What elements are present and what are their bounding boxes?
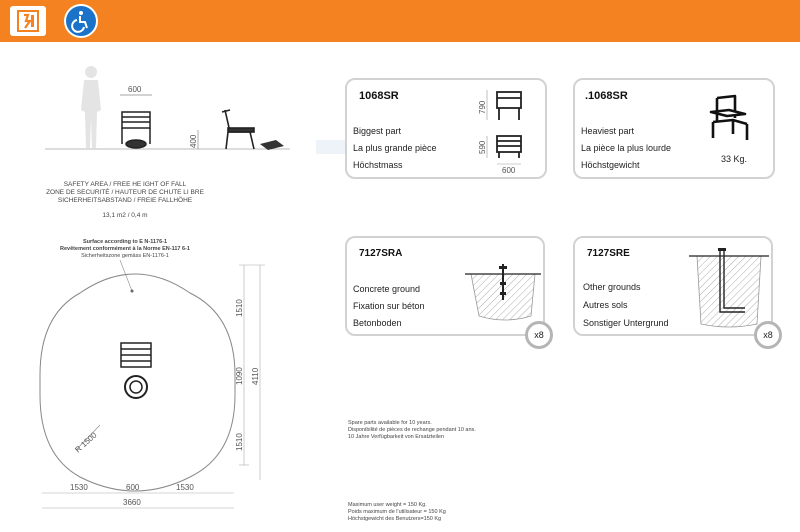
bench-side-icon xyxy=(497,92,521,120)
dim-bottom-mid: 600 xyxy=(126,483,140,492)
dim-600: 600 xyxy=(502,166,516,175)
header-bar xyxy=(0,0,800,42)
human-silhouette-icon xyxy=(81,66,101,148)
safety-area-text: SAFETY AREA / FREE HE IGHT OF FALL ZONE DE SECURITÉ / HAUTEUR DE CHUTE LI BRE SICHERHEITSABSTAND / FREIE FALLHÖHE xyxy=(46,181,204,204)
armchair-icon xyxy=(705,94,755,142)
card-code: 1068SR xyxy=(359,90,399,102)
card-biggest-part: 1068SR Biggest part La plus grande pièce Höchstmass 790 590 600 xyxy=(345,78,547,179)
card-code: .1068SR xyxy=(585,90,628,102)
width-dimension: 600 xyxy=(128,85,142,94)
dim-790: 790 xyxy=(478,100,487,114)
surface-standard-text: Surface according to E N-1176-1 Revêtement conformément à la Norme EN-117 6-1 Sicherheitszone gemäss EN-1176-1 xyxy=(60,239,190,259)
radius-label: R 1500 xyxy=(73,430,99,455)
weight-value: 33 Kg. xyxy=(721,154,748,164)
card-other-grounds: 7127SRE Other grounds Autres sols Sonstiger Untergrund xyxy=(573,236,773,336)
safety-area-value: 13,1 m2 / 0,4 m xyxy=(102,212,148,219)
dim-right-bottom: 1510 xyxy=(235,433,244,451)
dim-total-width: 3660 xyxy=(123,498,141,507)
height-dimension: 400 xyxy=(189,134,198,148)
fall-height-icon xyxy=(10,6,46,36)
dim-total-height: 4110 xyxy=(251,367,260,385)
dim-590: 590 xyxy=(478,140,487,154)
concrete-anchor-icon xyxy=(465,258,545,328)
bench-front-view-icon xyxy=(122,112,150,148)
card-concrete-ground: 7127SRA Concrete ground Fixation sur béton Betonboden xyxy=(345,236,545,336)
plan-view-drawing xyxy=(20,255,280,520)
max-weight-text: Maximum user weight = 150 Kg. Poids maximum de l'utilisateur = 150 Kg Höchstgewicht des Benutzers=150 Kg xyxy=(348,502,446,522)
dim-right-top: 1510 xyxy=(235,299,244,317)
dim-bottom-left: 1530 xyxy=(70,483,88,492)
card-code: 7127SRE xyxy=(587,248,630,259)
quantity-badge: x8 xyxy=(754,321,782,349)
spare-parts-text: Spare parts available for 10 years. Disponibilité de pièces de rechange pendant 10 ans. 10 Jahre Verfügbarkeit von Ersatzteilen xyxy=(348,420,476,440)
card-code: 7127SRA xyxy=(359,248,403,259)
ground-spike-anchor-icon xyxy=(687,244,771,330)
dim-bottom-right: 1530 xyxy=(176,483,194,492)
bench-plan-icon xyxy=(121,343,151,367)
bench-side-view-icon xyxy=(222,110,254,149)
dim-right-mid: 1090 xyxy=(235,367,244,385)
base-plan-icon xyxy=(125,376,147,398)
wheelchair-icon xyxy=(64,4,98,38)
quantity-badge: x8 xyxy=(525,321,553,349)
card-heaviest-part: .1068SR Heaviest part La pièce la plus lourde Höchstgewicht 33 Kg. xyxy=(573,78,775,179)
bench-front-icon xyxy=(497,136,521,158)
